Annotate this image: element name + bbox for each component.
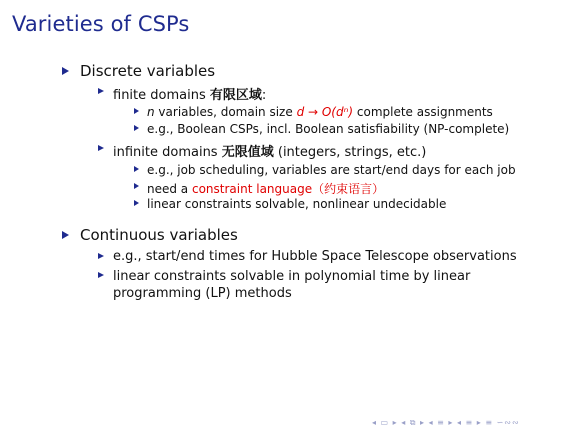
bullet-triangle-icon — [134, 125, 139, 131]
job-scheduling-text: e.g., job scheduling, variables are start/end days for each job — [147, 163, 516, 177]
discrete-variables-label: Discrete variables — [80, 62, 216, 80]
finite-domains-cjk: 有限区域 — [209, 88, 262, 103]
n-variables-tail: complete assignments — [353, 105, 493, 119]
infinite-domains-prefix: infinite domains — [113, 145, 222, 160]
bullet-triangle-icon — [98, 272, 104, 278]
bullet-job-scheduling — [134, 163, 516, 177]
bullet-continuous-variables — [62, 226, 238, 244]
bullet-finite-domains — [98, 84, 266, 103]
bullet-linear-nonlinear — [134, 197, 446, 211]
bullet-discrete-variables — [62, 62, 215, 80]
domain-size-formula: d → O(dⁿ) — [296, 105, 354, 119]
n-variable-symbol: n — [147, 105, 155, 119]
constraint-language-prefix: need a — [147, 182, 192, 196]
bullet-hubble — [98, 249, 517, 264]
n-variables-middle: variables, domain size — [154, 105, 297, 119]
navigation-controls[interactable]: ◂ ▭ ▸ ◂ ⧉ ▸ ◂ ≡ ▸ ◂ ≡ ▸ ≡ ∽∾∾ — [372, 418, 520, 427]
bullet-triangle-icon — [62, 231, 69, 239]
bullet-triangle-icon — [98, 145, 104, 151]
slide-title: Varieties of CSPs — [12, 12, 190, 36]
continuous-variables-label: Continuous variables — [80, 226, 238, 244]
bullet-triangle-icon — [98, 88, 104, 94]
n-variables-text — [147, 105, 493, 119]
infinite-domains-suffix: (integers, strings, etc.) — [273, 145, 427, 160]
bullet-triangle-icon — [134, 200, 139, 206]
bullet-n-variables — [134, 105, 493, 119]
bullet-infinite-domains — [98, 141, 426, 160]
linear-programming-text: linear constraints solvable in polynomial time by linear programming (LP) methods — [113, 269, 471, 301]
bullet-boolean-csps — [134, 122, 509, 136]
constraint-language-text — [147, 180, 384, 197]
finite-domains-prefix: finite domains — [113, 88, 210, 103]
finite-domains-text — [113, 84, 266, 103]
boolean-csps-text: e.g., Boolean CSPs, incl. Boolean satisfiability (NP-complete) — [147, 122, 510, 136]
bullet-triangle-icon — [134, 108, 139, 114]
linear-nonlinear-text: linear constraints solvable, nonlinear undecidable — [147, 197, 447, 211]
bullet-constraint-language — [134, 180, 384, 197]
bullet-triangle-icon — [134, 166, 139, 172]
infinite-domains-cjk: 无限值域 — [221, 145, 274, 160]
constraint-language-highlight: constraint language（约束语言） — [191, 182, 385, 196]
bullet-linear-programming — [98, 268, 533, 302]
bullet-triangle-icon — [62, 67, 69, 75]
bullet-triangle-icon — [134, 183, 139, 189]
hubble-text: e.g., start/end times for Hubble Space Telescope observations — [113, 249, 517, 264]
infinite-domains-text — [113, 141, 426, 160]
bullet-triangle-icon — [98, 253, 104, 259]
finite-domains-suffix: : — [261, 88, 267, 103]
